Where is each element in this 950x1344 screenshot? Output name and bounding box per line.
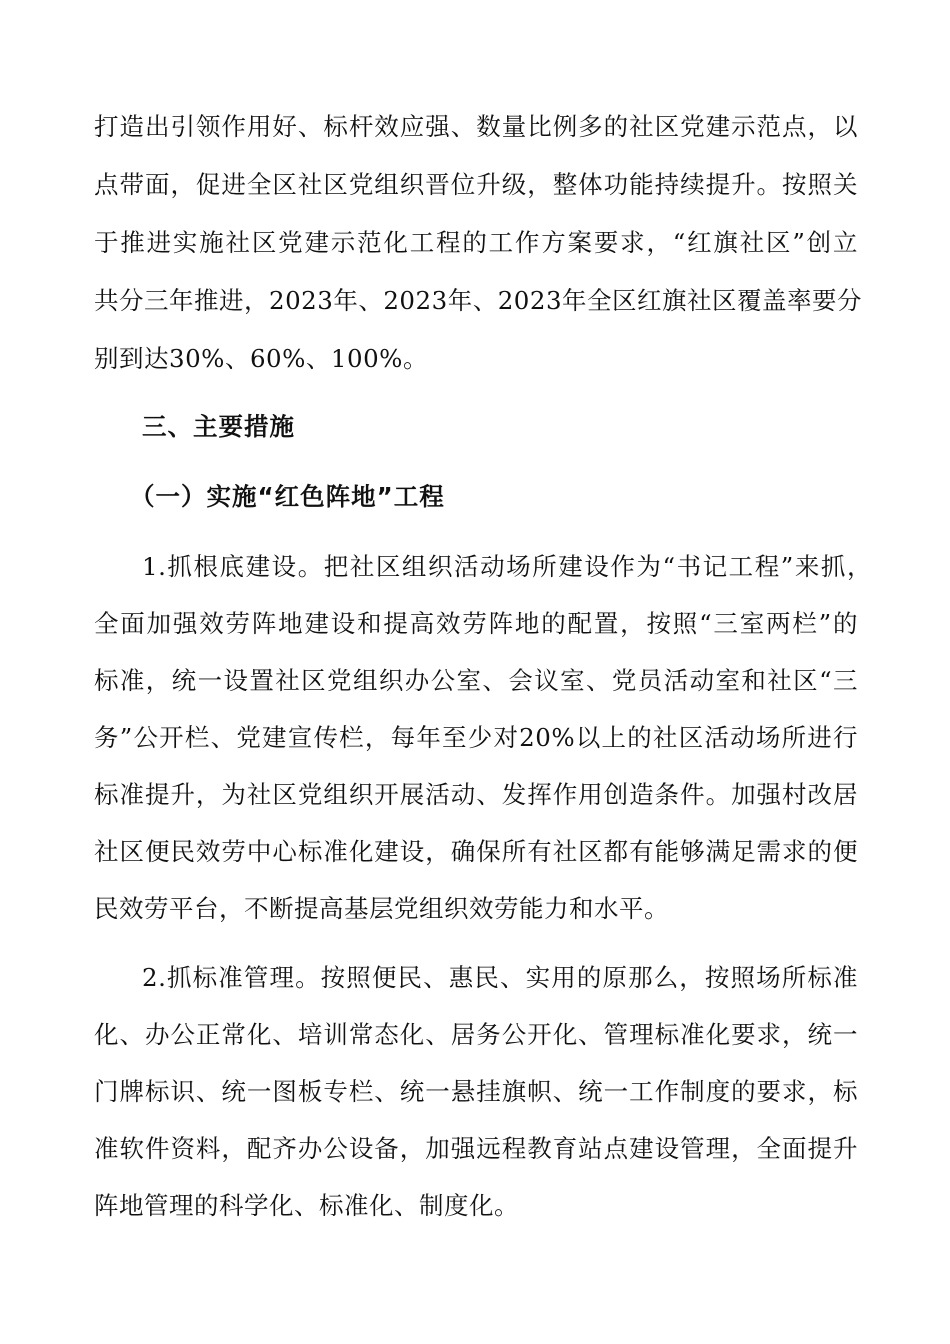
intro-line-4: 共分三年推进，2023年、2023年、2023年全区红旗社区覆盖率要分 — [94, 286, 863, 315]
paragraph-2-line-3: 门牌标识、统一图板专栏、统一悬挂旗帜、统一工作制度的要求，标 — [94, 1077, 858, 1106]
section-heading: 三、主要措施 — [142, 412, 295, 441]
paragraph-1-line-3: 标准，统一设置社区党组织办公室、会议室、党员活动室和社区“三 — [94, 666, 858, 695]
paragraph-2-line-5: 阵地管理的科学化、标准化、制度化。 — [94, 1191, 519, 1220]
subsection-heading: （一）实施“红色阵地”工程 — [130, 482, 445, 511]
paragraph-1-line-5: 标准提升，为社区党组织开展活动、发挥作用创造条件。加强村改居 — [94, 780, 858, 809]
paragraph-1-line-4: 务”公开栏、党建宣传栏，每年至少对20%以上的社区活动场所进行 — [94, 723, 858, 752]
intro-line-5: 别到达30%、60%、100%。 — [94, 344, 428, 373]
paragraph-2-line-1: 2.抓标准管理。按照便民、惠民、实用的原那么，按照场所标准 — [142, 963, 858, 992]
paragraph-2-line-2: 化、办公正常化、培训常态化、居务公开化、管理标准化要求，统一 — [94, 1020, 858, 1049]
intro-line-3: 于推进实施社区党建示范化工程的工作方案要求，“红旗社区”创立 — [94, 228, 858, 257]
paragraph-1-line-7: 民效劳平台，不断提高基层党组织效劳能力和水平。 — [94, 894, 669, 923]
paragraph-1-line-2: 全面加强效劳阵地建设和提高效劳阵地的配置，按照“三室两栏”的 — [94, 609, 858, 638]
paragraph-2-line-4: 准软件资料，配齐办公设备，加强远程教育站点建设管理，全面提升 — [94, 1134, 858, 1163]
intro-line-2: 点带面，促进全区社区党组织晋位升级，整体功能持续提升。按照关 — [94, 170, 858, 199]
paragraph-1-line-6: 社区便民效劳中心标准化建设，确保所有社区都有能够满足需求的便 — [94, 837, 858, 866]
intro-line-1: 打造出引领作用好、标杆效应强、数量比例多的社区党建示范点，以 — [94, 112, 858, 141]
paragraph-1-line-1: 1.抓根底建设。把社区组织活动场所建设作为“书记工程”来抓， — [142, 552, 872, 581]
